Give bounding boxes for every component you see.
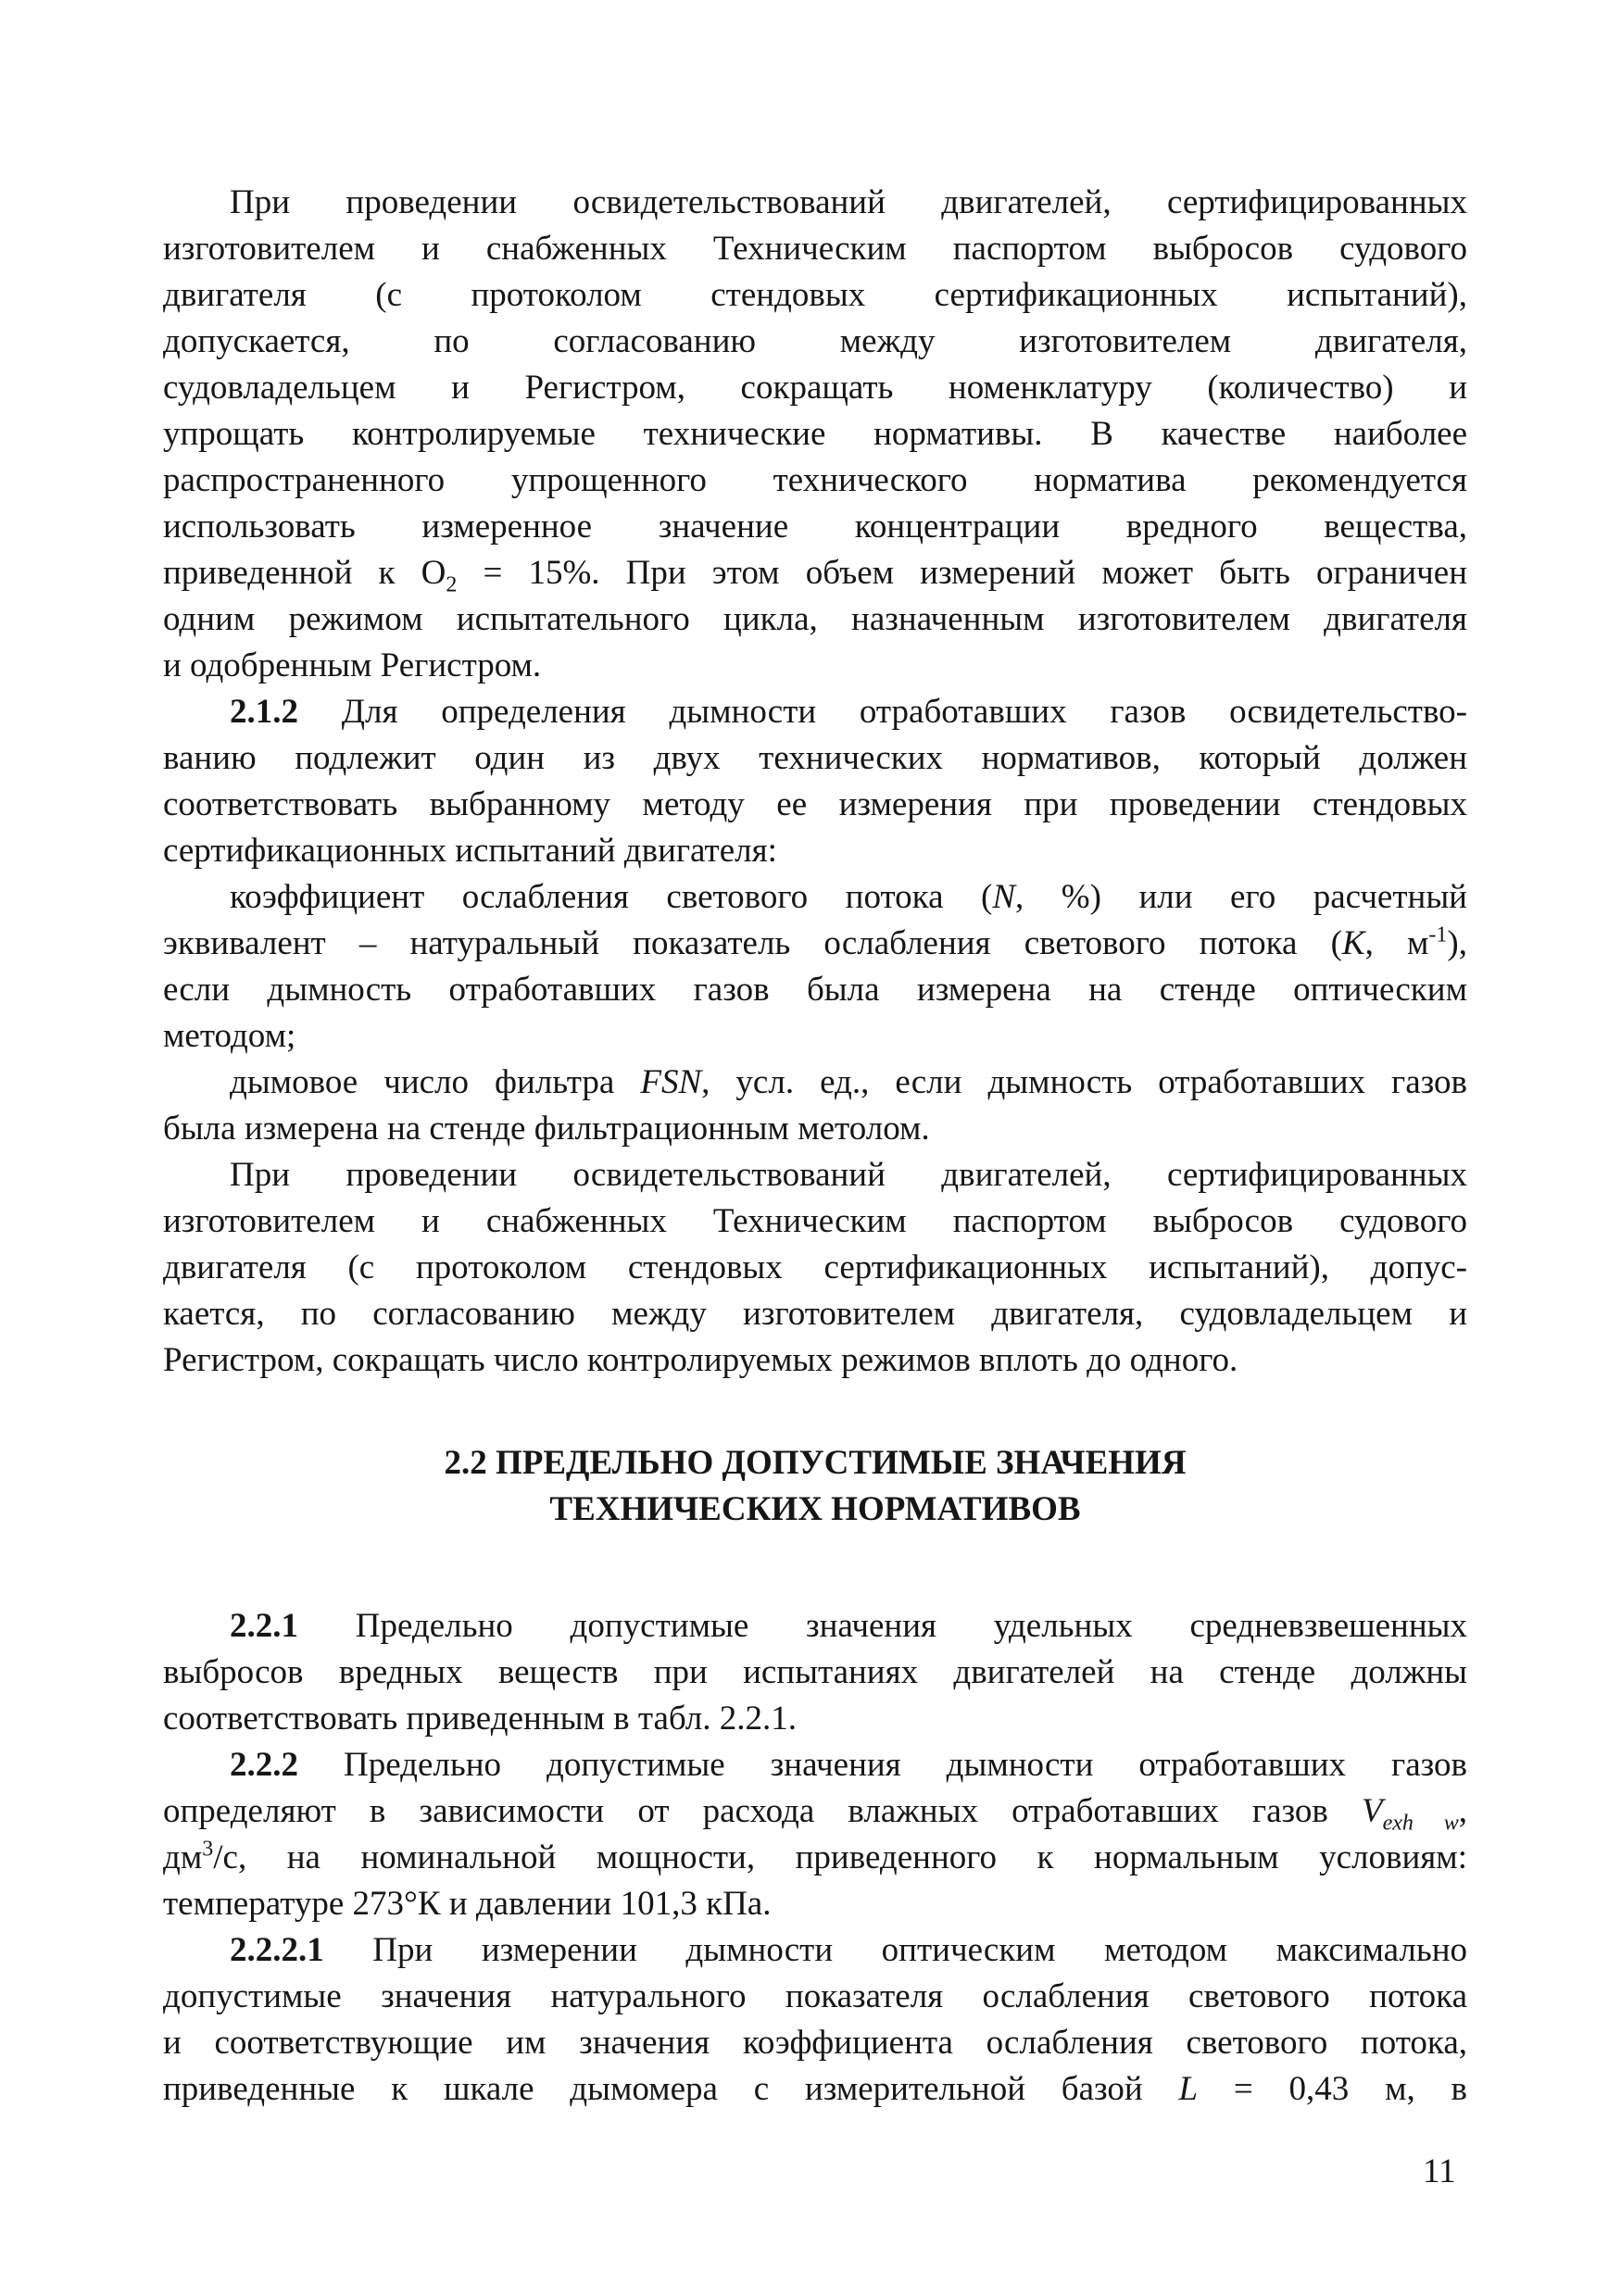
text-fragment: = 15%. При этом объем измерений может быть ограничен	[457, 554, 1467, 592]
paragraph-survey-conditions	[163, 180, 1467, 689]
text-line: соответствовать выбранному методу ее измерения при проведении стендовых	[163, 785, 1467, 823]
text-line: Регистром, сокращать число контролируемых режимов вплоть до одного.	[163, 1341, 1238, 1379]
text-line: соответствовать приведенным в табл. 2.2.1.	[163, 1700, 797, 1738]
text-line	[163, 1603, 1467, 1650]
text-line	[163, 1835, 1467, 1881]
text-line: и одобренным Регистром.	[163, 646, 542, 684]
text-line: температуре 273°К и давлении 101,3 кПа.	[163, 1885, 772, 1923]
variable: N	[992, 878, 1016, 916]
clause-number: 2.2.2	[230, 1746, 298, 1784]
text-fragment: , %) или его расчетный	[1015, 878, 1467, 916]
text-fragment: приведенные к шкале дымомера с измерительной базой	[163, 2070, 1179, 2108]
text-line: ванию подлежит один из двух технических нормативов, который должен	[163, 739, 1467, 777]
text-line: и соответствующие им значения коэффициента ослабления светового потока,	[163, 2024, 1467, 2062]
text-line	[163, 2066, 1467, 2113]
text-fragment: Для определения дымности отработавших газов освидетельство-	[298, 693, 1467, 731]
text-line: изготовителем и снабженных Техническим паспортом выбросов судового	[163, 230, 1467, 268]
text-fragment: , усл. ед., если дымность отработавших газов	[701, 1063, 1467, 1101]
superscript: -1	[1428, 922, 1448, 947]
paragraph-optical-coefficient	[163, 874, 1467, 1060]
text-line: была измерена на стенде фильтрационным метолом.	[163, 1110, 930, 1148]
heading-line: ТЕХНИЧЕСКИХ НОРМАТИВОВ	[549, 1490, 1081, 1528]
paragraph-2-2-2-1	[163, 1927, 1467, 2113]
paragraph-fsn	[163, 1060, 1467, 1152]
text-fragment: ,	[1458, 1792, 1467, 1830]
clause-number: 2.2.2.1	[230, 1931, 324, 1969]
text-line: выбросов вредных веществ при испытаниях двигателей на стенде должны	[163, 1653, 1467, 1691]
text-line	[163, 921, 1467, 967]
text-fragment: ),	[1447, 924, 1467, 962]
variable: FSN	[640, 1063, 702, 1101]
text-line	[163, 874, 1467, 921]
text-fragment: Предельно допустимые значения дымности отработавших газов	[298, 1746, 1467, 1784]
text-line: сертификационных испытаний двигателя:	[163, 832, 777, 870]
variable: L	[1178, 2070, 1199, 2108]
clause-number: 2.2.1	[230, 1607, 298, 1645]
paragraph-2-2-2	[163, 1742, 1467, 1927]
text-line: При проведении освидетельствований двигателей, сертифицированных	[230, 183, 1467, 221]
text-line: двигателя (с протоколом стендовых сертификационных испытаний), допус-	[163, 1248, 1467, 1286]
paragraph-survey-modes	[163, 1152, 1467, 1384]
text-line: если дымность отработавших газов была измерена на стенде оптическим	[163, 971, 1467, 1009]
text-line: методом;	[163, 1017, 296, 1055]
heading-line: 2.2 ПРЕДЕЛЬНО ДОПУСТИМЫЕ ЗНАЧЕНИЯ	[444, 1444, 1187, 1482]
text-fragment: При измерении дымности оптическим методом максимально	[323, 1931, 1467, 1969]
text-fragment: , м	[1364, 924, 1429, 962]
text-line: При проведении освидетельствований двигателей, сертифицированных	[230, 1156, 1467, 1194]
text-fragment: определяют в зависимости от расхода влажных отработавших газов	[163, 1792, 1362, 1830]
text-line: кается, по согласованию между изготовителем двигателя, судовладельцем и	[163, 1295, 1467, 1333]
text-line: допустимые значения натурального показателя ослабления светового потока	[163, 1977, 1467, 2015]
text-line: одним режимом испытательного цикла, назначенным изготовителем двигателя	[163, 600, 1467, 638]
variable: K	[1341, 924, 1365, 962]
subscript: 2	[446, 572, 458, 597]
text-fragment: эквивалент – натуральный показатель ослабления светового потока (	[163, 924, 1342, 962]
superscript: 3	[202, 1837, 214, 1862]
text-fragment: дымовое число фильтра	[230, 1063, 641, 1101]
text-line: упрощать контролируемые технические нормативы. В качестве наиболее	[163, 415, 1467, 453]
text-line	[163, 1788, 1467, 1835]
text-fragment: дм	[163, 1838, 203, 1876]
text-fragment: коэффициент ослабления светового потока (	[230, 878, 993, 916]
text-line-o2	[163, 550, 1467, 596]
text-fragment: = 0,43 м, в	[1198, 2070, 1467, 2108]
text-line: допускается, по согласованию между изготовителем двигателя,	[163, 322, 1467, 360]
text-fragment: Предельно допустимые значения удельных средневзвешенных	[298, 1607, 1467, 1645]
text-line	[163, 689, 1467, 735]
paragraph-2-2-1	[163, 1603, 1467, 1742]
text-line	[163, 1060, 1467, 1106]
text-line	[163, 1927, 1467, 1974]
text-fragment: приведенной к O	[163, 554, 446, 592]
text-line: судовладельцем и Регистром, сокращать номенклатуру (количество) и	[163, 369, 1467, 407]
text-line: использовать измеренное значение концентрации вредного вещества,	[163, 508, 1467, 546]
section-heading	[163, 1440, 1467, 1533]
text-line: изготовителем и снабженных Техническим паспортом выбросов судового	[163, 1202, 1467, 1240]
text-line: распространенного упрощенного технического норматива рекомендуется	[163, 461, 1467, 499]
text-line: двигателя (с протоколом стендовых сертификационных испытаний),	[163, 276, 1467, 314]
text-line	[163, 1742, 1467, 1788]
variable: V	[1361, 1792, 1383, 1830]
subscript: exh w	[1382, 1811, 1459, 1836]
clause-number: 2.1.2	[230, 693, 298, 731]
text-fragment: /с, на номинальной мощности, приведенного к нормальным условиям:	[213, 1838, 1467, 1876]
paragraph-2-1-2	[163, 689, 1467, 874]
page-number: 11	[1423, 2152, 1456, 2190]
